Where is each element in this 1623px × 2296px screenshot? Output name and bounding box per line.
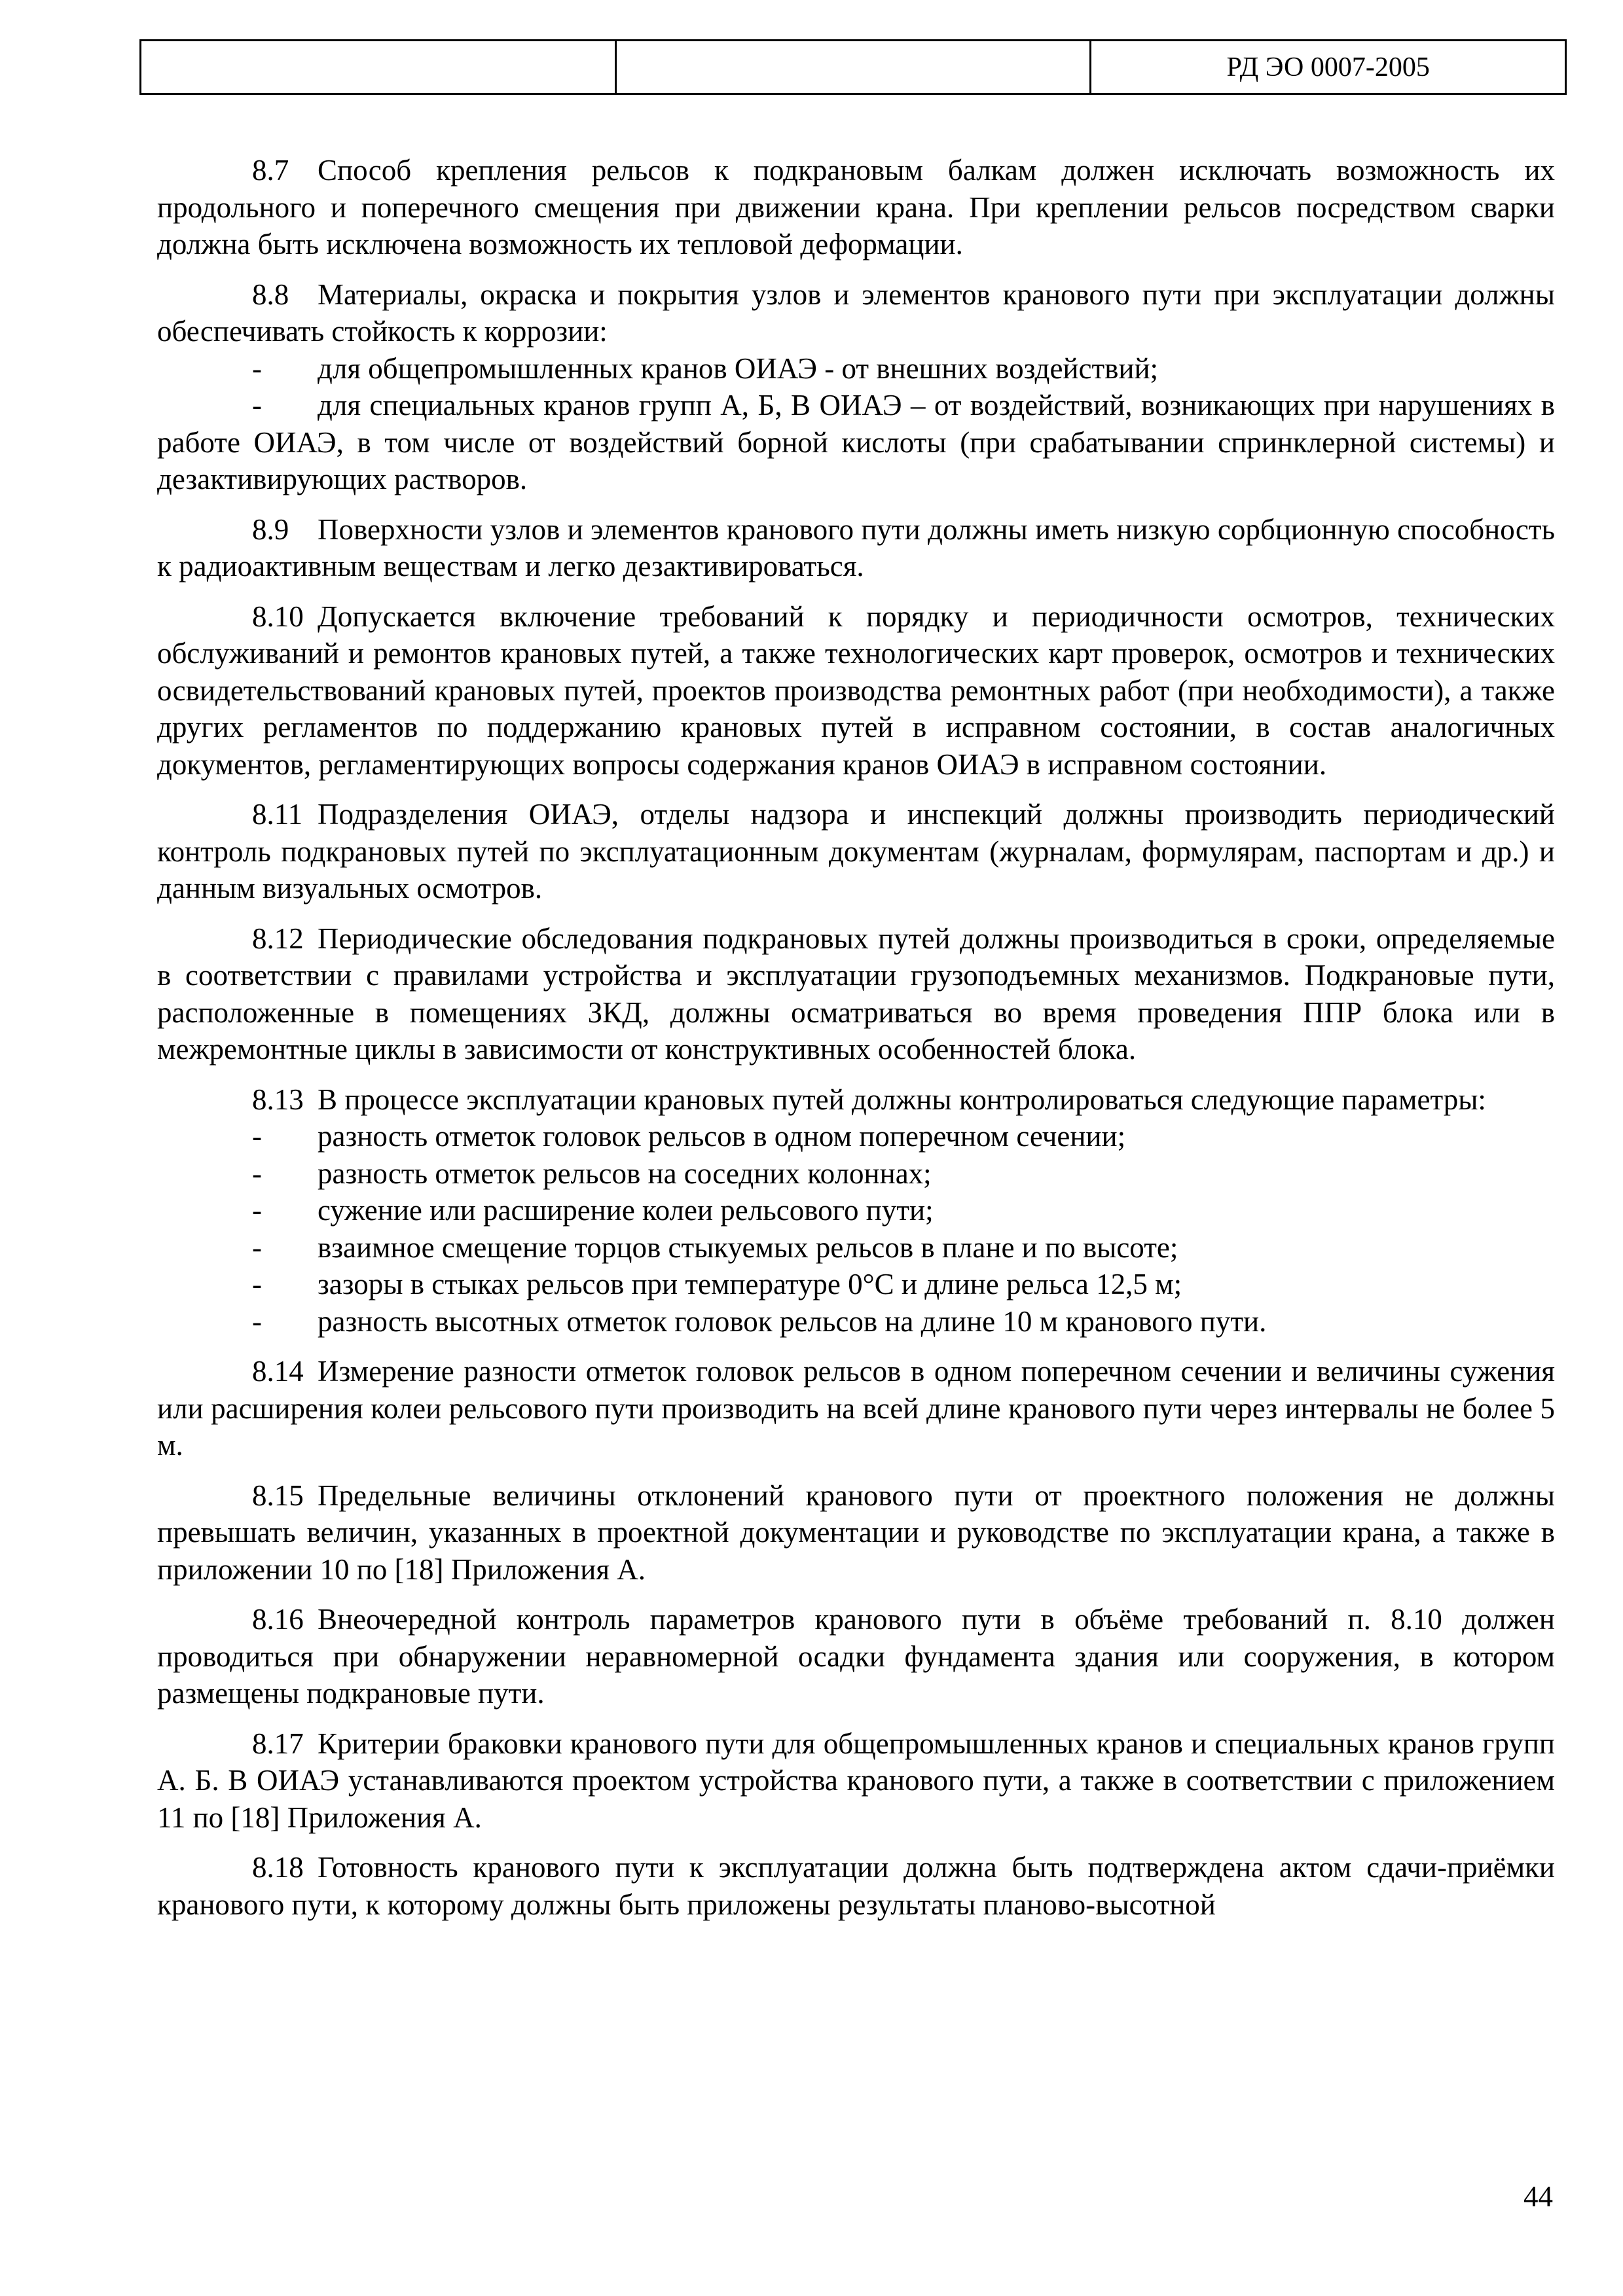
header-cell-2 <box>615 41 1091 94</box>
paragraph-8-14 <box>157 1353 1555 1464</box>
list-item <box>157 387 1555 498</box>
list-item <box>157 1155 1555 1193</box>
list-item <box>157 1192 1555 1229</box>
list-marker: - <box>252 1194 262 1227</box>
list-item-text: разность отметок головок рельсов в одном поперечном сечении; <box>318 1120 1126 1153</box>
corrosion-list <box>157 350 1555 498</box>
list-item-text: разность высотных отметок головок рельсов на длине 10 м кранового пути. <box>318 1304 1267 1338</box>
document-code: РД ЭО 0007-2005 <box>1091 41 1566 94</box>
list-item <box>157 1266 1555 1303</box>
header-cell-1 <box>141 41 616 94</box>
paragraph-text: Способ крепления рельсов к подкрановым балкам должен исключать возможность их продольного и поперечного смещения при движении крана. При креплении рельсов посредством сварки должна быть исключена возможность их тепловой деформации. <box>157 154 1555 260</box>
paragraph-text: Допускается включение требований к порядку и периодичности осмотров, технических обслуживаний и ремонтов крановых путей, а также технологических карт проверок, осмотров и технических освидетельствований крановых путей, проектов производства ремонтных работ (при необходимости), а также других регламентов по поддержанию крановых путей в исправном состоянии, в состав аналогичных документов, регламентирующих вопросы содержания кранов ОИАЭ в исправном состоянии. <box>157 600 1555 781</box>
paragraph-number: 8.8 <box>252 278 289 311</box>
paragraph-text: Предельные величины отклонений кранового пути от проектного положения не должны превышать величин, указанных в проектной документации и руководстве по эксплуатации крана, а также в приложении 10 по [18] Приложения А. <box>157 1479 1555 1586</box>
list-item-text: взаимное смещение торцов стыкуемых рельсов в плане и по высоте; <box>318 1230 1178 1264</box>
list-item-text: сужение или расширение колеи рельсового пути; <box>318 1194 934 1227</box>
paragraph-text: Периодические обследования подкрановых путей должны производиться в сроки, определяемые в соответствии с правилами устройства и эксплуатации грузоподъемных механизмов. Подкрановые пути, расположенные в помещениях ЗКД, должны осматриваться во время проведения ППР блока или в межремонтные циклы в зависимости от конструктивных особенностей блока. <box>157 922 1555 1066</box>
paragraph-8-8 <box>157 276 1555 350</box>
paragraph-8-12 <box>157 920 1555 1068</box>
list-marker: - <box>252 1268 262 1300</box>
paragraph-8-11 <box>157 796 1555 907</box>
paragraph-text: Подразделения ОИАЭ, отделы надзора и инспекций должны производить периодический контроль подкрановых путей по эксплуатационным документам (журналам, формулярам, паспортам и др.) и данным визуальных осмотров. <box>157 798 1555 905</box>
list-item-text: зазоры в стыках рельсов при температуре 0°С и длине рельса 12,5 м; <box>318 1268 1182 1300</box>
paragraph-text: Критерии браковки кранового пути для общепромышленных кранов и специальных кранов групп А. Б. В ОИАЭ устанавливаются проектом устройства кранового пути, а также в соответствии с приложением 11 по [18] Приложения А. <box>157 1727 1555 1834</box>
paragraph-text: В процессе эксплуатации крановых путей должны контролироваться следующие параметры: <box>318 1083 1486 1116</box>
paragraph-8-16 <box>157 1601 1555 1712</box>
list-marker: - <box>252 1304 262 1338</box>
document-body <box>157 152 1555 1936</box>
paragraph-number: 8.12 <box>252 922 304 955</box>
list-item-text: для общепромышленных кранов ОИАЭ - от внешних воздействий; <box>318 351 1159 385</box>
list-marker: - <box>252 389 262 422</box>
list-marker: - <box>252 1120 262 1153</box>
paragraph-text: Измерение разности отметок головок рельсов в одном поперечном сечении и величины сужения или расширения колеи рельсового пути производить на всей длине кранового пути через интервалы не более 5 м. <box>157 1355 1555 1462</box>
list-item <box>157 1118 1555 1155</box>
paragraph-number: 8.14 <box>252 1355 304 1388</box>
paragraph-8-17 <box>157 1725 1555 1837</box>
paragraph-text: Внеочередной контроль параметров кранового пути в объёме требований п. 8.10 должен проводиться при обнаружении неравномерной осадки фундамента здания или сооружения, в котором размещены подкрановые пути. <box>157 1603 1555 1710</box>
list-item-text: для специальных кранов групп А, Б, В ОИАЭ – от воздействий, возникающих при нарушениях в работе ОИАЭ, в том числе от воздействий борной кислоты (при срабатывании спринклерной системы) и дезактивирующих растворов. <box>157 389 1555 495</box>
list-item <box>157 350 1555 387</box>
paragraph-text: Готовность кранового пути к эксплуатации должна быть подтверждена актом сдачи-приёмки кранового пути, к которому должны быть приложены результаты планово-высотной <box>157 1851 1555 1921</box>
paragraph-number: 8.7 <box>252 154 289 187</box>
list-marker: - <box>252 1230 262 1264</box>
paragraph-8-18 <box>157 1849 1555 1923</box>
page-number: 44 <box>1523 2180 1553 2213</box>
paragraph-8-9 <box>157 511 1555 585</box>
parameters-list <box>157 1118 1555 1340</box>
list-marker: - <box>252 1157 262 1190</box>
paragraph-number: 8.16 <box>252 1603 304 1636</box>
paragraph-8-7 <box>157 152 1555 263</box>
paragraph-number: 8.18 <box>252 1851 304 1884</box>
header-table <box>139 39 1567 95</box>
paragraph-number: 8.11 <box>252 798 303 831</box>
paragraph-8-10 <box>157 598 1555 783</box>
paragraph-number: 8.9 <box>252 512 289 546</box>
list-marker: - <box>252 351 262 385</box>
list-item <box>157 1303 1555 1340</box>
paragraph-text: Поверхности узлов и элементов кранового пути должны иметь низкую сорбционную способность к радиоактивным веществам и легко дезактивироваться. <box>157 512 1555 583</box>
list-item-text: разность отметок рельсов на соседних колоннах; <box>318 1157 932 1190</box>
paragraph-number: 8.17 <box>252 1727 304 1760</box>
paragraph-number: 8.15 <box>252 1479 304 1512</box>
paragraph-8-13 <box>157 1081 1555 1119</box>
list-item <box>157 1229 1555 1266</box>
paragraph-8-15 <box>157 1477 1555 1588</box>
paragraph-text: Материалы, окраска и покрытия узлов и элементов кранового пути при эксплуатации должны обеспечивать стойкость к коррозии: <box>157 278 1555 348</box>
paragraph-number: 8.13 <box>252 1083 304 1116</box>
paragraph-number: 8.10 <box>252 600 304 633</box>
